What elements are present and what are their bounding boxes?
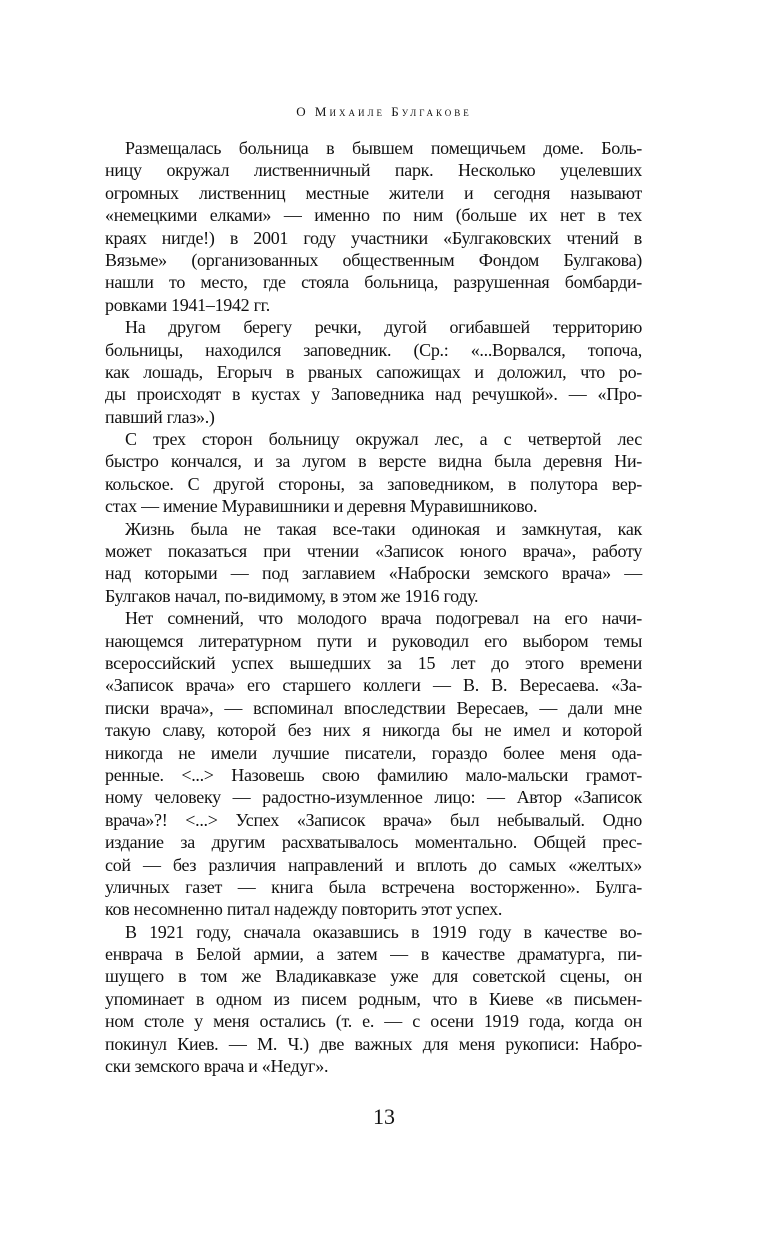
text-line: енврача в Белой армии, а затем — в качестве драматурга, пи-	[105, 944, 642, 965]
text-line: никогда не имели лучшие писатели, гораздо более меня ода-	[105, 742, 642, 763]
text-line: Размещалась больница в бывшем помещичьем доме. Боль-	[125, 138, 642, 158]
text-line: сой — без различия направлений и вплоть до самых «желтых»	[105, 854, 642, 875]
text-line: «Записок врача» его старшего коллеги — В. В. Вересаева. «За-	[105, 675, 642, 696]
text-line: краях нигде!) в 2001 году участники «Булгаковских чтений в	[105, 227, 642, 248]
paragraph	[105, 316, 642, 428]
text-line: ски земского врача и «Недуг».	[105, 1056, 329, 1077]
text-line: врача»?! <...> Успех «Записок врача» был небывалый. Одно	[105, 809, 642, 830]
text-line: огромных лиственниц местные жители и сегодня называют	[105, 182, 642, 203]
paragraph	[105, 921, 642, 1078]
text-line: всероссийский успех вышедших за 15 лет до этого времени	[105, 652, 642, 673]
text-line: ренные. <...> Назовешь свою фамилию мало-мальски грамот-	[105, 764, 642, 785]
text-line: ков несомненно питал надежду повторить этот успех.	[105, 899, 503, 920]
text-line: Жизнь была не такая все-таки одинокая и замкнутая, как	[125, 518, 642, 539]
text-line: «немецкими елками» — именно по ним (больше их нет в тех	[105, 205, 642, 226]
text-line: быстро кончался, и за лугом в версте видна была деревня Ни-	[105, 451, 642, 472]
text-line: Вязьме» (организованных общественным Фондом Булгакова)	[105, 249, 642, 270]
paragraph	[105, 518, 642, 608]
running-head: О Михаиле Булгакове	[296, 104, 472, 119]
text-line: На другом берегу речки, дугой огибавшей территорию	[125, 317, 642, 338]
text-line: над которыми — под заглавием «Наброски земского врача» —	[105, 563, 642, 584]
paragraph	[105, 428, 642, 518]
text-line: кольское. С другой стороны, за заповедником, в полутора вер-	[105, 473, 642, 494]
text-line: ном столе у меня остались (т. е. — с осени 1919 года, когда он	[105, 1011, 642, 1032]
text-line: покинул Киев. — М. Ч.) две важных для меня рукописи: Набро-	[105, 1033, 642, 1054]
paragraph	[105, 137, 642, 316]
text-line: стах — имение Муравишники и деревня Муравишниково.	[105, 496, 538, 517]
text-line: шущего в том же Владикавказе уже для советской сцены, он	[105, 966, 642, 987]
text-line: нающемся литературном пути и руководил его выбором темы	[105, 630, 642, 651]
text-line: как лошадь, Егорыч в рваных сапожищах и доложил, что ро-	[105, 361, 642, 382]
page-number: 13	[373, 1104, 395, 1129]
text-line: может показаться при чтении «Записок юного врача», работу	[105, 541, 642, 562]
text-line: больницы, находился заповедник. (Ср.: «...Ворвался, топоча,	[105, 339, 642, 360]
text-line: В 1921 году, сначала оказавшись в 1919 году в качестве во-	[125, 921, 642, 942]
text-line: С трех сторон больницу окружал лес, а с четвертой лес	[125, 429, 642, 450]
text-line: ному человеку — радостно-изумленное лицо: — Автор «Записок	[105, 787, 642, 808]
text-line: Нет сомнений, что молодого врача подогревал на его начи-	[125, 608, 642, 629]
body-text	[105, 137, 642, 1077]
text-line: Булгаков начал, по-видимому, в этом же 1916 году.	[105, 585, 479, 606]
text-line: павший глаз».)	[105, 406, 215, 427]
text-line: ды происходят в кустах у Заповедника над речушкой». — «Про-	[105, 384, 642, 405]
text-line: уличных газет — книга была встречена восторженно». Булга-	[105, 876, 642, 897]
text-line: такую славу, которой без них я никогда бы не имел и которой	[105, 720, 642, 741]
text-line: нашли то место, где стояла больница, разрушенная бомбарди-	[105, 272, 642, 293]
text-line: ровками 1941–1942 гг.	[105, 294, 270, 315]
text-line: писки врача», — вспоминал впоследствии Вересаев, — дали мне	[105, 697, 642, 718]
text-line: ницу окружал лиственничный парк. Несколько уцелевших	[105, 160, 642, 181]
paragraph	[105, 607, 642, 920]
text-line: издание за другим расхватывалось моментально. Общей прес-	[105, 832, 642, 853]
text-line: упоминает в одном из писем родным, что в Киеве «в письмен-	[105, 988, 642, 1009]
